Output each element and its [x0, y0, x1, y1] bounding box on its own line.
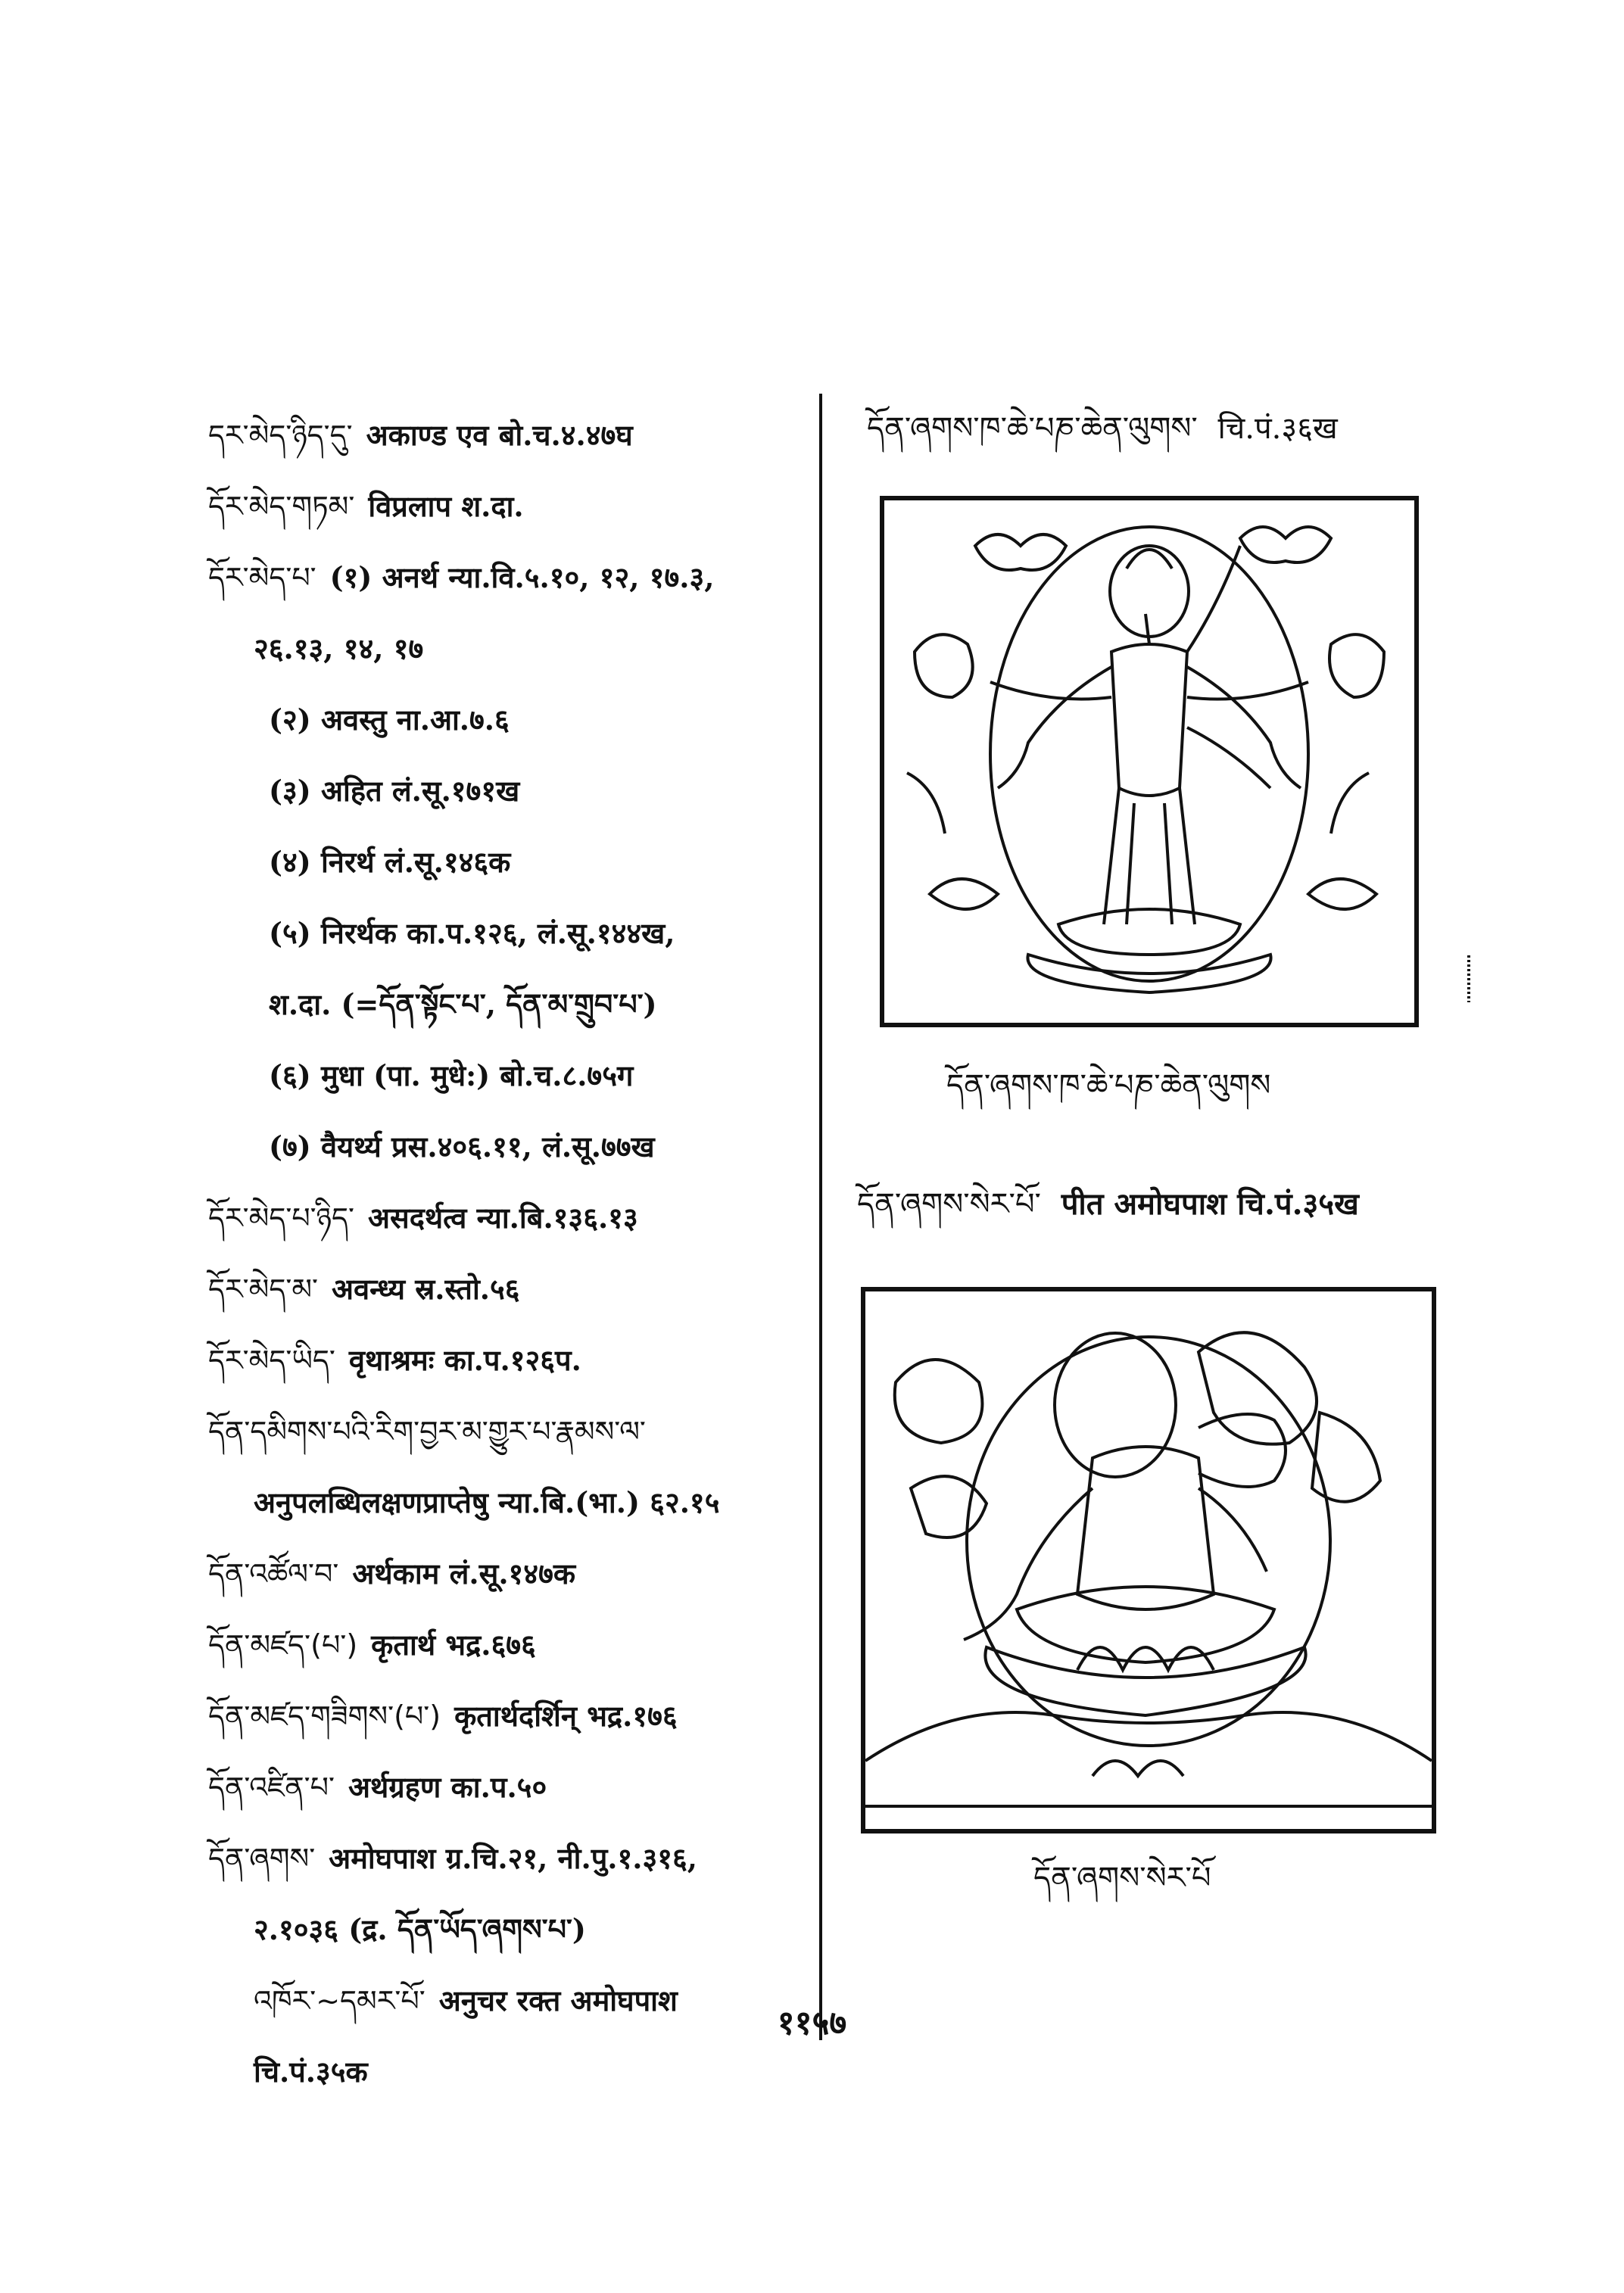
dictionary-entry	[208, 1681, 806, 1752]
seated-deity-drawing	[865, 1291, 1432, 1829]
entry-list	[208, 400, 806, 2108]
standing-deity-drawing	[884, 500, 1414, 1023]
sanskrit-gloss: अर्थग्रहण का.प.५०	[348, 1770, 547, 1804]
figure-label: དོན་ཞགས་སེར་པོ	[1033, 1861, 1211, 1896]
dictionary-entry	[208, 1752, 806, 1823]
sanskrit-gloss: (७) वैयर्थ्य प्रस.४०६.११, लं.सू.७७ख	[269, 1129, 655, 1164]
column-divider	[819, 394, 822, 2040]
tibetan-headword: དོར་མེད་པ་ཉིད་	[208, 1201, 354, 1235]
sanskrit-gloss: (६) मुधा (पा. मुधे:) बो.च.८.७५ग	[269, 1058, 634, 1092]
caption-reference: पीत अमोघपाश चि.पं.३५ख	[1061, 1186, 1359, 1222]
sanskrit-gloss: चि.पं.३५क	[254, 2055, 368, 2089]
tibetan-headword: དོར་མེད་པ་	[208, 561, 316, 594]
sanskrit-gloss: कृतार्थदर्शिन् भद्र.१७६	[454, 1699, 678, 1733]
dictionary-entry	[208, 542, 806, 613]
entry-sense	[208, 898, 806, 969]
entry-continuation	[208, 1467, 806, 1538]
dictionary-entry	[208, 1823, 806, 1894]
sanskrit-gloss: (४) निरर्थ लं.सू.१४६क	[269, 845, 511, 879]
sanskrit-gloss: अकाण्ड एव बो.च.४.४७घ	[366, 418, 633, 452]
tibetan-headword: དོར་མེད་གཏམ་	[208, 490, 355, 523]
sanskrit-gloss: श.दा. (=དོན་སྟོང་པ་, དོན་མ་གྲུབ་པ་)	[269, 987, 657, 1021]
tibetan-headword: དོན་འཚོལ་བ་	[208, 1557, 339, 1590]
dictionary-entry	[208, 1325, 806, 1396]
tibetan-headword: དོན་མཛད་གཟིགས་(པ་)	[208, 1699, 441, 1733]
tibetan-headword: དོར་མེད་ཡིད་	[208, 1344, 335, 1377]
sanskrit-gloss: (२) अवस्तु ना.आ.७.६	[269, 703, 510, 737]
dictionary-entry	[208, 1182, 806, 1254]
caption-reference: चि.पं.३६ख	[1217, 411, 1338, 446]
sanskrit-gloss: २६.१३, १४, १७	[254, 631, 424, 665]
entry-continuation	[208, 2036, 806, 2108]
deity-illustration-standing	[880, 496, 1419, 1027]
dictionary-entry	[208, 400, 806, 471]
sanskrit-gloss: (५) निरर्थक का.प.१२६, लं.सू.१४४ख,	[269, 916, 675, 950]
margin-mark	[1467, 955, 1470, 1002]
sanskrit-gloss: (१) अनर्थ न्या.वि.५.१०, १२, १७.३,	[329, 560, 715, 594]
tibetan-headword: དོན་འཛིན་པ་	[208, 1771, 335, 1804]
tibetan-headword: དོན་དམིགས་པའི་རིག་བྱར་མ་གྱུར་པ་རྣམས་ལ་	[208, 1415, 646, 1448]
sanskrit-gloss: अमोघपाश ग्र.चि.२१, नी.पु.१.३१६,	[329, 1841, 698, 1875]
sanskrit-gloss: (३) अहित लं.सू.१७१ख	[269, 774, 520, 808]
dictionary-entry	[208, 1396, 806, 1467]
sanskrit-gloss: वृथाश्रमः का.प.१२६प.	[348, 1343, 581, 1377]
entry-sense	[208, 969, 806, 1040]
deity-illustration-seated	[861, 1287, 1436, 1833]
figure-caption-middle	[857, 1170, 1359, 1255]
entry-continuation	[208, 1894, 806, 1965]
entry-sense	[208, 827, 806, 898]
tibetan-headword: འཁོར་~དམར་པོ་	[254, 1984, 425, 2017]
sanskrit-gloss: विप्रलाप श.दा.	[368, 489, 524, 523]
entry-sense	[208, 756, 806, 827]
entry-continuation	[208, 613, 806, 684]
caption-tibetan: དོན་ཞགས་ཁ་ཆེ་པཎ་ཆེན་ལུགས་	[867, 411, 1198, 446]
sanskrit-gloss: अवन्ध्य स्र.स्तो.५६	[331, 1272, 520, 1306]
sanskrit-gloss: अर्थकाम लं.सू.१४७क	[352, 1556, 576, 1590]
entry-sense	[208, 1040, 806, 1111]
entry-sense	[208, 684, 806, 756]
dictionary-entry	[208, 1254, 806, 1325]
sanskrit-gloss: कृतार्थ भद्र.६७६	[371, 1628, 536, 1662]
figure-caption-top	[867, 394, 1338, 479]
sanskrit-gloss: असदर्थत्व न्या.बि.१३६.१३	[367, 1201, 638, 1235]
entry-sense	[208, 1111, 806, 1182]
dictionary-entry	[208, 1538, 806, 1609]
sanskrit-gloss: अनुचर रक्त अमोघपाश	[438, 1983, 678, 2017]
tibetan-headword: དོར་མེད་མ་	[208, 1273, 318, 1306]
caption-tibetan: དོན་ཞགས་སེར་པོ་	[857, 1187, 1041, 1222]
sanskrit-gloss: अनुपलब्धिलक्षणप्राप्तेषु न्या.बि.(भा.) ६२.१५	[254, 1485, 720, 1519]
dictionary-entry	[208, 471, 806, 542]
tibetan-headword: དོན་མཛད་(པ་)	[208, 1628, 358, 1662]
tibetan-headword: དོན་ཞགས་	[208, 1842, 316, 1875]
dictionary-entry	[208, 1609, 806, 1681]
sanskrit-gloss: २.१०३६ (द्र. དོན་ཡོད་ཞགས་པ་)	[254, 1912, 586, 1946]
page-number: ११५७	[777, 2004, 847, 2042]
figure-label: དོན་ཞགས་ཁ་ཆེ་པཎ་ཆེན་ལུགས	[946, 1068, 1271, 1103]
tibetan-headword: དར་མེད་ཉིད་དུ་	[208, 419, 353, 452]
